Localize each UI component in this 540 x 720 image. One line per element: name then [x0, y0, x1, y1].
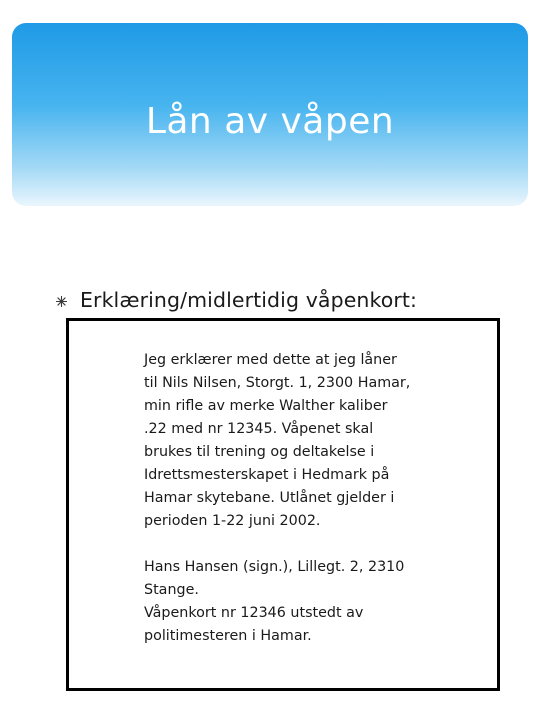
bullet-text: Erklæring/midlertidig våpenkort:: [80, 288, 418, 312]
slide-title: Lån av våpen: [145, 101, 395, 142]
declaration-line: Hamar skytebane. Utlånet gjelder i: [144, 490, 395, 506]
declaration-line: Idrettsmesterskapet i Hedmark på: [144, 467, 390, 483]
declaration-body: [144, 349, 444, 648]
declaration-line: perioden 1-22 juni 2002.: [144, 513, 321, 529]
signature-line: Våpenkort nr 12346 utstedt av: [144, 605, 364, 621]
title-banner: [12, 23, 528, 206]
signature-line: politimesteren i Hamar.: [144, 628, 312, 644]
declaration-line: til Nils Nilsen, Storgt. 1, 2300 Hamar,: [144, 375, 411, 391]
declaration-line: Jeg erklærer med dette at jeg låner: [144, 352, 397, 368]
bullet-item: [56, 285, 417, 315]
declaration-line: brukes til trening og deltakelse i: [144, 444, 375, 460]
signature-line: Stange.: [144, 582, 199, 598]
declaration-line: min rifle av merke Walther kaliber: [144, 398, 388, 414]
asterisk-bullet-icon: [56, 296, 67, 307]
signature-paragraph: [144, 556, 444, 648]
declaration-line: .22 med nr 12345. Våpenet skal: [144, 421, 374, 437]
declaration-paragraph: [144, 349, 444, 533]
signature-line: Hans Hansen (sign.), Lillegt. 2, 2310: [144, 559, 405, 575]
declaration-box: [66, 318, 500, 691]
